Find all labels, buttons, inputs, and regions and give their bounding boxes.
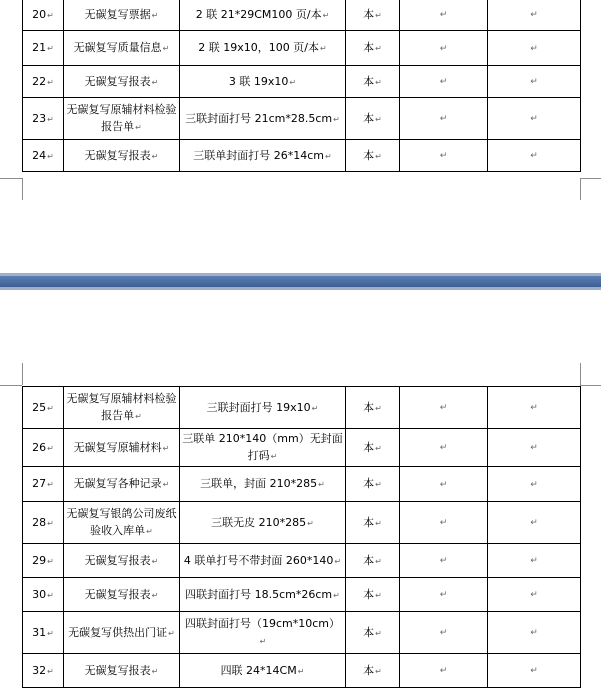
- row-number-cell-text: 20: [32, 7, 47, 21]
- cell-end-mark: ↵: [375, 10, 382, 20]
- unit-cell-text: 本: [363, 587, 375, 601]
- cell-end-mark: ↵: [320, 44, 327, 53]
- remark-cell: [488, 429, 581, 467]
- unit-cell-text: 本: [363, 477, 375, 490]
- item-name-cell-text: 无碳复写报表: [84, 553, 151, 567]
- cell-end-mark: ↵: [439, 628, 448, 638]
- item-name-cell-text: 无碳复写报表: [84, 74, 151, 88]
- cell-end-mark: ↵: [530, 666, 538, 676]
- table-row: [23, 612, 581, 654]
- quantity-cell: [400, 467, 488, 502]
- crop-mark-left-2h: [0, 385, 22, 386]
- cell-end-mark: ↵: [439, 114, 448, 124]
- cell-end-mark: ↵: [47, 480, 54, 489]
- row-number-cell: [23, 140, 64, 172]
- row-number-cell-text: 29: [32, 553, 47, 567]
- item-name-cell: [64, 578, 180, 612]
- item-name-cell: [64, 387, 180, 429]
- cell-end-mark: ↵: [375, 151, 382, 161]
- quantity-cell: [400, 544, 488, 578]
- cell-end-mark: ↵: [259, 637, 267, 646]
- row-number-cell-text: 25: [32, 400, 47, 414]
- cell-end-mark: ↵: [439, 590, 448, 600]
- cell-end-mark: ↵: [375, 114, 382, 124]
- item-spec-cell-text: 三联无皮 210*285: [211, 515, 307, 529]
- remark-cell: [488, 140, 581, 172]
- item-name-cell: [64, 140, 180, 172]
- cell-end-mark: ↵: [135, 123, 142, 132]
- quantity-cell: [400, 0, 488, 31]
- table-row: [23, 544, 581, 578]
- item-spec-cell: [180, 140, 346, 172]
- row-number-cell: [23, 544, 64, 578]
- order-table-page-2: [22, 386, 581, 688]
- cell-end-mark: ↵: [530, 43, 538, 54]
- row-number-cell: [23, 612, 64, 654]
- table-row: [23, 387, 581, 429]
- row-number-cell: [23, 467, 64, 502]
- item-spec-cell: [180, 31, 346, 66]
- item-spec-cell-text: 三联封面打号 21cm*28.5cm: [185, 111, 333, 125]
- cell-end-mark: ↵: [439, 43, 448, 54]
- cell-end-mark: ↵: [151, 556, 159, 566]
- cell-end-mark: ↵: [530, 518, 538, 528]
- cell-end-mark: ↵: [318, 480, 325, 489]
- cell-end-mark: ↵: [47, 114, 54, 124]
- crop-mark-right-h: [580, 178, 601, 179]
- table-row: [23, 502, 581, 544]
- unit-cell: [346, 31, 400, 66]
- item-name-cell-text: 无碳复写报表: [84, 148, 151, 162]
- row-number-cell-text: 26: [32, 440, 47, 454]
- cell-end-mark: ↵: [47, 151, 54, 161]
- cell-end-mark: ↵: [270, 452, 278, 461]
- cell-end-mark: ↵: [375, 590, 382, 600]
- cell-end-mark: ↵: [375, 77, 382, 87]
- cell-end-mark: ↵: [47, 443, 54, 453]
- remark-cell: [488, 654, 581, 688]
- cell-end-mark: ↵: [439, 479, 448, 490]
- table-row: [23, 467, 581, 502]
- row-number-cell-text: 27: [32, 477, 47, 490]
- cell-end-mark: ↵: [334, 556, 342, 566]
- row-number-cell: [23, 502, 64, 544]
- cell-end-mark: ↵: [297, 666, 305, 676]
- row-number-cell: [23, 429, 64, 467]
- quantity-cell: [400, 387, 488, 429]
- table-row: [23, 429, 581, 467]
- row-number-cell-text: 30: [32, 587, 47, 601]
- quantity-cell: [400, 66, 488, 98]
- item-spec-cell-text: 三联封面打号 19x10: [206, 400, 311, 414]
- item-name-cell: [64, 544, 180, 578]
- cell-end-mark: ↵: [375, 480, 382, 489]
- quantity-cell: [400, 654, 488, 688]
- item-name-cell-text: 无碳复写供热出门证: [68, 625, 168, 639]
- cell-end-mark: ↵: [47, 666, 54, 676]
- cell-end-mark: ↵: [439, 518, 448, 528]
- table-row: [23, 578, 581, 612]
- cell-end-mark: ↵: [325, 151, 332, 161]
- table-row: [23, 0, 581, 31]
- item-name-cell-text: 无碳复写原辅材料检验报告单: [66, 103, 177, 133]
- order-table-page-1: [22, 0, 581, 172]
- cell-end-mark: ↵: [439, 10, 448, 20]
- table-row: [23, 140, 581, 172]
- item-name-cell: [64, 429, 180, 467]
- item-name-cell: [64, 502, 180, 544]
- quantity-cell: [400, 429, 488, 467]
- item-name-cell-text: 无碳复写原辅材料检验报告单: [66, 392, 177, 422]
- cell-end-mark: ↵: [375, 556, 382, 566]
- unit-cell-text: 本: [363, 148, 375, 162]
- crop-mark-right-2: [580, 363, 581, 385]
- remark-cell: [488, 502, 581, 544]
- cell-end-mark: ↵: [375, 628, 382, 638]
- remark-cell: [488, 467, 581, 502]
- cell-end-mark: ↵: [530, 114, 538, 124]
- cell-end-mark: ↵: [530, 479, 538, 490]
- item-spec-cell: [180, 429, 346, 467]
- item-spec-cell: [180, 66, 346, 98]
- cell-end-mark: ↵: [151, 590, 159, 600]
- cell-end-mark: ↵: [151, 10, 159, 20]
- item-name-cell: [64, 31, 180, 66]
- row-number-cell-text: 21: [32, 41, 47, 54]
- document-page-top: [0, 0, 601, 273]
- cell-end-mark: ↵: [135, 412, 142, 421]
- row-number-cell-text: 23: [32, 111, 47, 125]
- unit-cell: [346, 544, 400, 578]
- item-spec-cell: [180, 0, 346, 31]
- item-spec-cell-text: 四联 24*14CM: [220, 663, 297, 677]
- cell-end-mark: ↵: [375, 666, 382, 676]
- unit-cell-text: 本: [363, 74, 375, 88]
- cell-end-mark: ↵: [47, 518, 54, 528]
- cell-end-mark: ↵: [151, 666, 159, 676]
- remark-cell: [488, 98, 581, 140]
- crop-mark-right: [580, 178, 581, 200]
- cell-end-mark: ↵: [375, 443, 382, 453]
- row-number-cell-text: 31: [32, 625, 47, 639]
- row-number-cell: [23, 387, 64, 429]
- unit-cell: [346, 612, 400, 654]
- crop-mark-right-2h: [580, 385, 601, 386]
- unit-cell-text: 本: [363, 625, 375, 639]
- cell-end-mark: ↵: [151, 77, 159, 87]
- row-number-cell-text: 24: [32, 148, 47, 162]
- item-name-cell-text: 无碳复写各种记录: [73, 477, 162, 490]
- unit-cell-text: 本: [363, 7, 375, 21]
- item-name-cell-text: 无碳复写票据: [84, 7, 151, 21]
- row-number-cell: [23, 31, 64, 66]
- cell-end-mark: ↵: [162, 44, 170, 53]
- quantity-cell: [400, 31, 488, 66]
- cell-end-mark: ↵: [311, 403, 319, 413]
- item-spec-cell: [180, 578, 346, 612]
- cell-end-mark: ↵: [375, 403, 382, 413]
- item-name-cell: [64, 0, 180, 31]
- cell-end-mark: ↵: [375, 44, 382, 53]
- cell-end-mark: ↵: [530, 556, 538, 566]
- row-number-cell: [23, 654, 64, 688]
- table-row: [23, 66, 581, 98]
- cell-end-mark: ↵: [439, 77, 448, 87]
- row-number-cell: [23, 0, 64, 31]
- cell-end-mark: ↵: [530, 151, 538, 161]
- item-spec-cell-text: 3 联 19x10: [228, 74, 289, 88]
- item-name-cell-text: 无碳复写原辅材料: [73, 440, 162, 454]
- unit-cell: [346, 66, 400, 98]
- unit-cell-text: 本: [363, 111, 375, 125]
- unit-cell-text: 本: [363, 400, 375, 414]
- unit-cell: [346, 0, 400, 31]
- item-name-cell: [64, 612, 180, 654]
- remark-cell: [488, 612, 581, 654]
- crop-mark-left-h: [0, 178, 22, 179]
- item-spec-cell: [180, 544, 346, 578]
- crop-mark-left-2: [22, 363, 23, 385]
- cell-end-mark: ↵: [47, 590, 54, 600]
- remark-cell: [488, 31, 581, 66]
- unit-cell: [346, 140, 400, 172]
- unit-cell: [346, 387, 400, 429]
- remark-cell: [488, 544, 581, 578]
- cell-end-mark: ↵: [530, 403, 538, 413]
- cell-end-mark: ↵: [530, 590, 538, 600]
- cell-end-mark: ↵: [307, 518, 314, 528]
- cell-end-mark: ↵: [168, 628, 175, 638]
- table-row: [23, 98, 581, 140]
- quantity-cell: [400, 578, 488, 612]
- item-spec-cell-text: 2 联 19x10，100 页/本: [198, 41, 319, 54]
- cell-end-mark: ↵: [439, 151, 448, 161]
- unit-cell: [346, 654, 400, 688]
- item-spec-cell: [180, 387, 346, 429]
- unit-cell-text: 本: [363, 41, 375, 54]
- quantity-cell: [400, 612, 488, 654]
- unit-cell: [346, 578, 400, 612]
- item-name-cell-text: 无碳复写银鸽公司废纸验收入库单: [66, 507, 177, 537]
- cell-end-mark: ↵: [333, 590, 340, 600]
- cell-end-mark: ↵: [47, 403, 54, 413]
- cell-end-mark: ↵: [439, 556, 448, 566]
- cell-end-mark: ↵: [47, 77, 54, 87]
- item-name-cell-text: 无碳复写报表: [84, 587, 151, 601]
- unit-cell-text: 本: [363, 663, 375, 677]
- cell-end-mark: ↵: [530, 628, 538, 638]
- quantity-cell: [400, 98, 488, 140]
- item-name-cell: [64, 467, 180, 502]
- quantity-cell: [400, 140, 488, 172]
- item-name-cell: [64, 654, 180, 688]
- item-spec-cell: [180, 502, 346, 544]
- crop-mark-left: [22, 178, 23, 200]
- unit-cell: [346, 98, 400, 140]
- row-number-cell-text: 32: [32, 663, 47, 677]
- item-name-cell: [64, 98, 180, 140]
- cell-end-mark: ↵: [47, 556, 54, 566]
- table-row: [23, 31, 581, 66]
- quantity-cell: [400, 502, 488, 544]
- unit-cell-text: 本: [363, 553, 375, 567]
- unit-cell: [346, 502, 400, 544]
- item-name-cell: [64, 66, 180, 98]
- cell-end-mark: ↵: [47, 628, 54, 638]
- document-page-bottom: [0, 290, 601, 694]
- row-number-cell-text: 28: [32, 515, 47, 529]
- cell-end-mark: ↵: [322, 10, 330, 20]
- item-spec-cell-text: 三联单 210*140（mm）无封面打码: [182, 432, 343, 462]
- cell-end-mark: ↵: [530, 10, 538, 20]
- row-number-cell: [23, 66, 64, 98]
- item-spec-cell-text: 三联单，封面 210*285: [200, 477, 318, 490]
- item-spec-cell-text: 三联单封面打号 26*14cm: [193, 148, 325, 162]
- remark-cell: [488, 0, 581, 31]
- cell-end-mark: ↵: [289, 77, 297, 87]
- unit-cell-text: 本: [363, 440, 375, 454]
- page-separator: [0, 273, 601, 290]
- item-spec-cell-text: 四联封面打号 18.5cm*26cm: [185, 587, 333, 601]
- item-name-cell-text: 无碳复写报表: [84, 663, 151, 677]
- row-number-cell: [23, 98, 64, 140]
- cell-end-mark: ↵: [162, 443, 170, 453]
- cell-end-mark: ↵: [439, 666, 448, 676]
- row-number-cell-text: 22: [32, 74, 47, 88]
- item-spec-cell: [180, 98, 346, 140]
- unit-cell: [346, 429, 400, 467]
- cell-end-mark: ↵: [146, 527, 153, 536]
- item-spec-cell: [180, 612, 346, 654]
- item-spec-cell-text: 2 联 21*29CM100 页/本: [195, 7, 322, 21]
- unit-cell-text: 本: [363, 515, 375, 529]
- cell-end-mark: ↵: [162, 480, 170, 489]
- remark-cell: [488, 66, 581, 98]
- item-name-cell-text: 无碳复写质量信息: [73, 41, 162, 54]
- item-spec-cell-text: 4 联单打号不带封面 260*140: [183, 553, 334, 567]
- cell-end-mark: ↵: [47, 10, 54, 20]
- table-row: [23, 654, 581, 688]
- row-number-cell: [23, 578, 64, 612]
- cell-end-mark: ↵: [530, 443, 538, 453]
- item-spec-cell: [180, 467, 346, 502]
- item-spec-cell: [180, 654, 346, 688]
- cell-end-mark: ↵: [439, 443, 448, 453]
- cell-end-mark: ↵: [333, 114, 340, 124]
- cell-end-mark: ↵: [151, 151, 159, 161]
- cell-end-mark: ↵: [375, 518, 382, 528]
- remark-cell: [488, 578, 581, 612]
- cell-end-mark: ↵: [530, 77, 538, 87]
- unit-cell: [346, 467, 400, 502]
- cell-end-mark: ↵: [47, 44, 54, 53]
- cell-end-mark: ↵: [439, 403, 448, 413]
- remark-cell: [488, 387, 581, 429]
- item-spec-cell-text: 四联封面打号（19cm*10cm）: [184, 617, 341, 630]
